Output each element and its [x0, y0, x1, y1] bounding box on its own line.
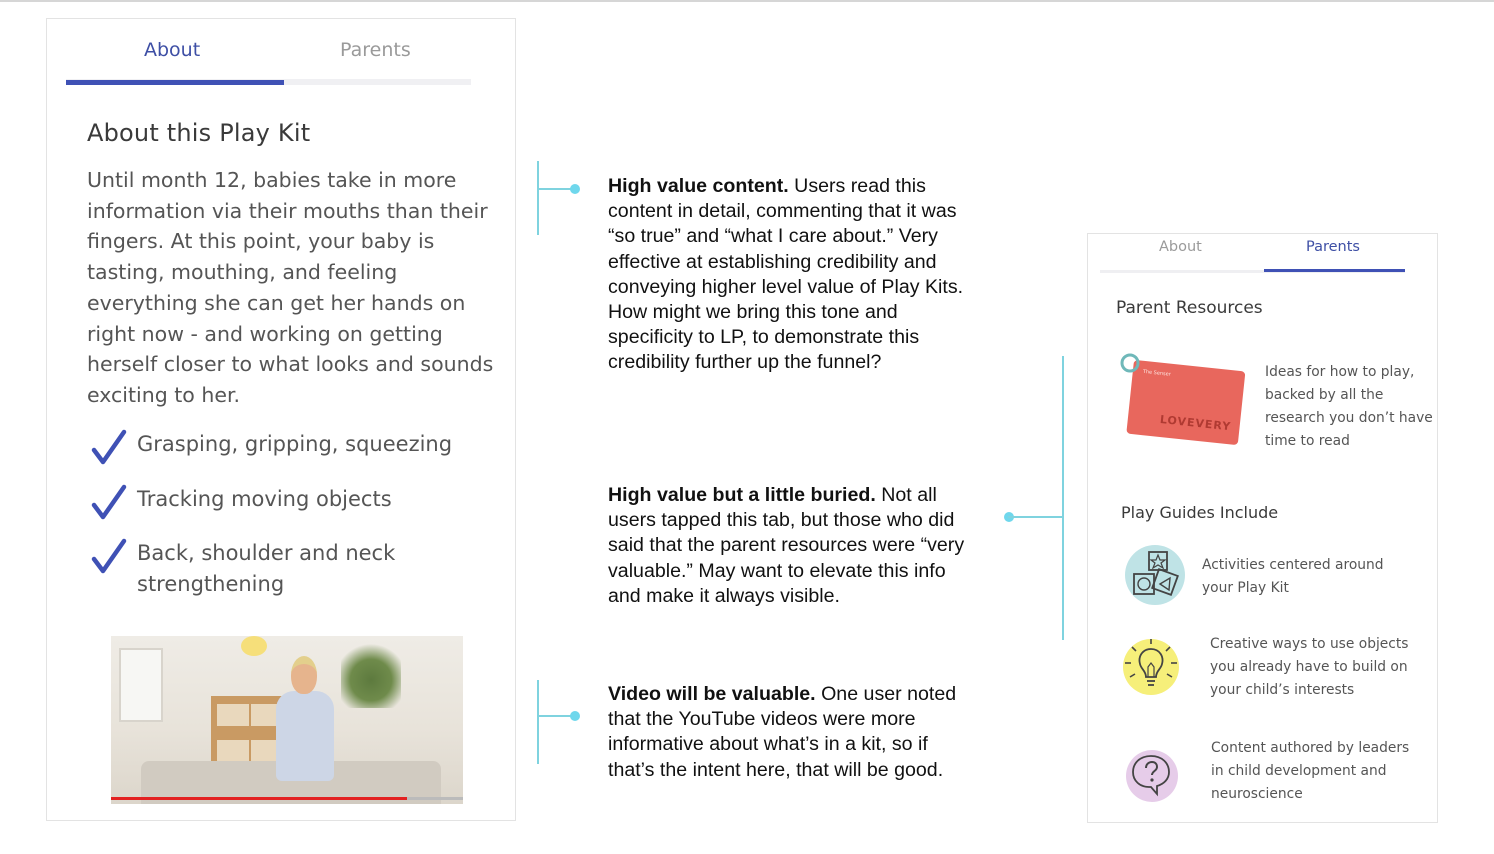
video-scene-presenter-head — [291, 656, 317, 694]
tab-parents[interactable]: Parents — [340, 39, 411, 61]
skill-label: Grasping, gripping, squeezing — [137, 432, 453, 456]
checkmark-icon — [91, 484, 127, 522]
video-scene-plant — [341, 638, 401, 708]
guides-title: Play Guides Include — [1121, 503, 1279, 522]
annotation-dot — [570, 711, 580, 721]
skill-label: Tracking moving objects — [137, 487, 392, 511]
annotation-heading: High value content. — [608, 175, 789, 197]
guide-text: Activities centered around your Play Kit — [1202, 557, 1384, 596]
annotation-body: Not all users tapped this tab, but those who did said that the parent resources were “very valuable.” May want to elevate this info and make it always visible. — [608, 484, 965, 607]
tab-bar — [66, 19, 471, 87]
annotation-body: Users read this content in detail, commenting that it was “so true” and “what I care about.” Very effective at establishing credibility and conveying higher level value of Play Kits. How might we bring this tone and specificity to LP, to demonstrate this credibility further up the funnel? — [608, 175, 964, 374]
guide-text: Creative ways to use objects you already have to build on your child’s interests — [1210, 636, 1409, 698]
lightbulb-icon — [1118, 633, 1184, 699]
checkmark-icon — [91, 429, 127, 467]
video-player[interactable] — [111, 636, 463, 804]
resources-title: Parent Resources — [1116, 298, 1263, 318]
tab-about[interactable]: About — [1159, 239, 1202, 255]
tab-bar — [1100, 234, 1405, 274]
active-tab-indicator — [1264, 269, 1405, 272]
skill-label: Back, shoulder and neck strengthening — [137, 541, 396, 596]
section-title: About this Play Kit — [87, 119, 311, 147]
annotation-bracket — [537, 680, 539, 764]
annotation-heading: High value but a little buried. — [608, 484, 876, 506]
card-brand: LOVEVERY — [1159, 412, 1232, 434]
kit-description: Until month 12, babies take in more information via their mouths than their fingers. At this point, your baby is tasting, mouthing, and feeling everything she can get her hands on right now - and working on getting herself closer to what looks and sounds exciting to her. — [87, 168, 494, 407]
annotation-connector — [1008, 516, 1064, 518]
parents-screen — [1087, 233, 1438, 823]
tab-about[interactable]: About — [144, 39, 201, 61]
video-scene-lamp — [241, 636, 267, 656]
resources-description: Ideas for how to play, backed by all the research you don’t have time to read — [1265, 364, 1433, 449]
guide-text: Content authored by leaders in child development and neuroscience — [1211, 740, 1410, 802]
play-guide-card-icon — [1116, 351, 1246, 451]
annotation-body: One user noted that the YouTube videos were more informative about what’s in a kit, so if that’s the intent here, that will be good. — [608, 683, 957, 781]
annotation-heading: Video will be valuable. — [608, 683, 816, 705]
top-divider — [0, 0, 1494, 2]
annotation-dot — [570, 184, 580, 194]
shapes-icon — [1122, 542, 1188, 608]
active-tab-indicator — [66, 80, 284, 85]
about-screen — [46, 18, 516, 821]
annotation-video — [608, 682, 958, 783]
video-scene-window — [119, 648, 163, 722]
annotation-bracket — [1062, 356, 1064, 640]
card-small-label: The Senser — [1142, 368, 1172, 378]
video-progress-bar[interactable] — [111, 797, 407, 800]
checkmark-icon — [91, 538, 127, 576]
video-scene-presenter — [276, 691, 334, 781]
question-icon — [1118, 740, 1184, 806]
video-progress-remaining — [407, 797, 463, 800]
annotation-buried-content — [608, 483, 980, 609]
annotation-bracket — [537, 161, 539, 235]
tab-parents[interactable]: Parents — [1306, 239, 1360, 255]
annotation-high-value-content — [608, 174, 968, 376]
